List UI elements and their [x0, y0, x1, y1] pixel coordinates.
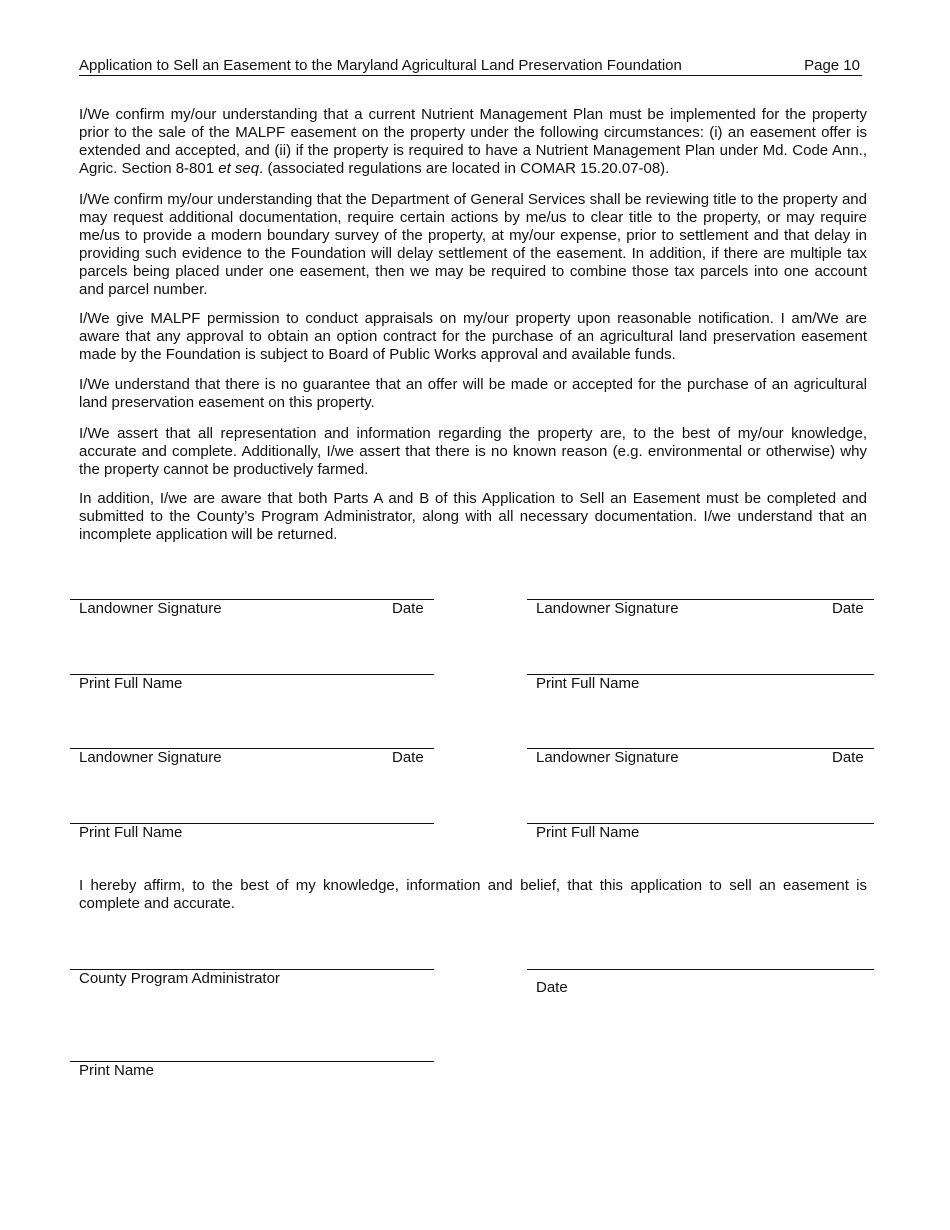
- landowner-signature-line-4[interactable]: [527, 748, 874, 773]
- county-admin-print-name-line[interactable]: [70, 1061, 434, 1086]
- signature-label: Landowner Signature: [536, 749, 679, 766]
- county-admin-date-line[interactable]: [527, 969, 874, 994]
- signature-label: Landowner Signature: [79, 749, 222, 766]
- county-admin-label: County Program Administrator: [79, 970, 280, 987]
- print-name-label: Print Full Name: [536, 675, 640, 692]
- print-full-name-line-1[interactable]: [70, 674, 434, 699]
- et-seq-italic: et seq: [218, 160, 260, 177]
- date-label: Date: [536, 979, 568, 996]
- landowner-signature-line-3[interactable]: [70, 748, 434, 773]
- print-full-name-line-2[interactable]: [527, 674, 874, 699]
- paragraph-parts-a-b: In addition, I/we are aware that both Parts A and B of this Application to Sell an Easement must be completed and submitted to the County’s Program Administrator, along with all necessary documentation. I/we understand that an incomplete application will be returned.: [79, 490, 867, 543]
- date-label: Date: [392, 749, 424, 766]
- print-name-label: Print Full Name: [79, 675, 183, 692]
- page-number: Page 10: [804, 57, 860, 74]
- document-title: Application to Sell an Easement to the Maryland Agricultural Land Preservation Foundation: [79, 57, 682, 74]
- landowner-signature-line-2[interactable]: [527, 599, 874, 624]
- print-name-label: Print Full Name: [79, 824, 183, 841]
- paragraph-no-guarantee: I/We understand that there is no guarantee that an offer will be made or accepted for the purchase of an agricultural land preservation easement on this property.: [79, 376, 867, 411]
- print-name-label: Print Full Name: [536, 824, 640, 841]
- page-header: [79, 56, 862, 76]
- paragraph-affirmation: I hereby affirm, to the best of my knowledge, information and belief, that this application to sell an easement is complete and accurate.: [79, 877, 867, 912]
- date-label: Date: [832, 600, 864, 617]
- paragraph-title-review: I/We confirm my/our understanding that the Department of General Services shall be reviewing title to the property and may request additional documentation, require certain actions by me/us to clear title to the property, or may require me/us to provide a modern boundary survey of the property, at my/our expense, prior to settlement and that delay in providing such evidence to the Foundation will delay settlement of the easement. In addition, if there are multiple tax parcels being placed under one easement, then we may be required to combine those tax parcels into one account and parcel number.: [79, 191, 867, 298]
- landowner-signature-line-1[interactable]: [70, 599, 434, 624]
- print-full-name-line-4[interactable]: [527, 823, 874, 848]
- paragraph-nutrient-plan: I/We confirm my/our understanding that a current Nutrient Management Plan must be implemented for the property prior to the sale of the MALPF easement on the property under the following circumstances: (i) an easement offer is extended and accepted, and (ii) if the property is required to have a Nutrient Management Plan under Md. Code Ann., Agric. Section 8-801 et seq. (associated regulations are located in COMAR 15.20.07-08).: [79, 106, 867, 177]
- county-admin-signature-line[interactable]: [70, 969, 434, 994]
- signature-label: Landowner Signature: [536, 600, 679, 617]
- print-full-name-line-3[interactable]: [70, 823, 434, 848]
- paragraph-appraisal: I/We give MALPF permission to conduct appraisals on my/our property upon reasonable notification. I am/We are aware that any approval to obtain an option contract for the purchase of an agricultural land preservation easement made by the Foundation is subject to Board of Public Works approval and available funds.: [79, 310, 867, 363]
- signature-label: Landowner Signature: [79, 600, 222, 617]
- date-label: Date: [832, 749, 864, 766]
- paragraph-representation: I/We assert that all representation and information regarding the property are, to the best of my/our knowledge, accurate and complete. Additionally, I/we assert that there is no known reason (e.g. environmental or otherwise) why the property cannot be productively farmed.: [79, 425, 867, 478]
- print-name-label: Print Name: [79, 1062, 155, 1079]
- date-label: Date: [392, 600, 424, 617]
